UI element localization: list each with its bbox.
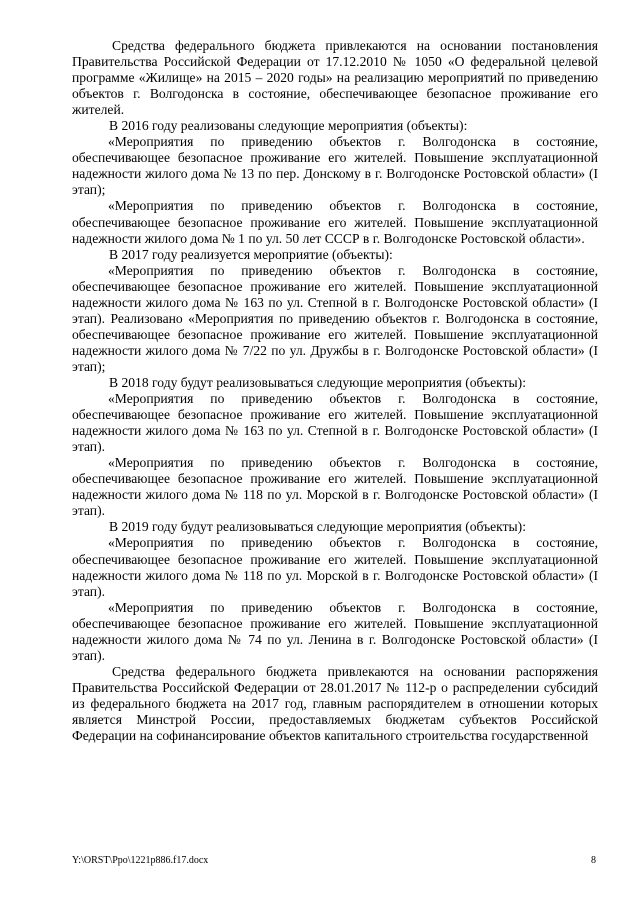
document-body — [72, 38, 598, 744]
paragraph-federal-budget-2017-subsidies: Средства федерального бюджета привлекаются на основании распоряжения Правительства Российской Федерации от 28.01.2017 № 112-р о распределении субсидий из федерального бюджета на 2017 год, главным распорядителем в отношении которых является Минстрой России, предоставляемых бюджетам субъектов Российской Федерации на софинансирование объектов капитального строительства государственной — [72, 663, 598, 744]
paragraph-2018-heading: В 2018 году будут реализовываться следующие мероприятия (объекты): — [109, 374, 526, 390]
paragraph-2016-heading: В 2016 году реализованы следующие мероприятия (объекты): — [109, 118, 468, 134]
paragraph-2018-item-1: «Мероприятия по приведению объектов г. Волгодонска в состояние, обеспечивающее безопасное проживание его жителей. Повышение эксплуатационной надежности жилого дома № 163 по ул. Степной в г. Волгодонске Ростовской области» (I этап). — [72, 391, 598, 455]
paragraph-2017-item-1: «Мероприятия по приведению объектов г. Волгодонска в состояние, обеспечивающее безопасное проживание его жителей. Повышение эксплуатационной надежности жилого дома № 163 по ул. Степной в г. Волгодонске Ростовской области» (I этап). Реализовано «Мероприятия по приведению объектов г. Волгодонска в состояние, обеспечивающее безопасное проживание его жителей. Повышение эксплуатационной надежности жилого дома № 7/22 по ул. Дружбы в г. Волгодонске Ростовской области» (I этап); — [72, 262, 598, 374]
paragraph-2016-item-2: «Мероприятия по приведению объектов г. Волгодонска в состояние, обеспечивающее безопасное проживание его жителей. Повышение эксплуатационной надежности жилого дома № 1 по ул. 50 лет СССР в г. Волгодонске Ростовской области». — [72, 198, 598, 246]
paragraph-2018-item-2: «Мероприятия по приведению объектов г. Волгодонска в состояние, обеспечивающее безопасное проживание его жителей. Повышение эксплуатационной надежности жилого дома № 118 по ул. Морской в г. Волгодонске Ростовской области» (I этап). — [72, 455, 598, 519]
page-number: 8 — [591, 855, 596, 866]
footer-file-path: Y:\ORST\Ppo\1221p886.f17.docx — [72, 855, 209, 866]
paragraph-federal-budget-intro: Средства федерального бюджета привлекаются на основании постановления Правительства Российской Федерации от 17.12.2010 № 1050 «О федеральной целевой программе «Жилище» на 2015 – 2020 годы» на реализацию мероприятий по приведению объектов г. Волгодонска в состояние, обеспечивающее безопасное проживание его жителей. — [72, 38, 598, 118]
paragraph-2016-item-1: «Мероприятия по приведению объектов г. Волгодонска в состояние, обеспечивающее безопасное проживание его жителей. Повышение эксплуатационной надежности жилого дома № 13 по пер. Донскому в г. Волгодонске Ростовской области» (I этап); — [72, 134, 598, 198]
paragraph-2017-heading: В 2017 году реализуется мероприятие (объекты): — [109, 246, 393, 262]
paragraph-2019-item-2: «Мероприятия по приведению объектов г. Волгодонска в состояние, обеспечивающее безопасное проживание его жителей. Повышение эксплуатационной надежности жилого дома № 74 по ул. Ленина в г. Волгодонске Ростовской области» (I этап). — [72, 599, 598, 663]
paragraph-2019-heading: В 2019 году будут реализовываться следующие мероприятия (объекты): — [109, 519, 526, 535]
paragraph-2019-item-1: «Мероприятия по приведению объектов г. Волгодонска в состояние, обеспечивающее безопасное проживание его жителей. Повышение эксплуатационной надежности жилого дома № 118 по ул. Морской в г. Волгодонске Ростовской области» (I этап). — [72, 535, 598, 599]
